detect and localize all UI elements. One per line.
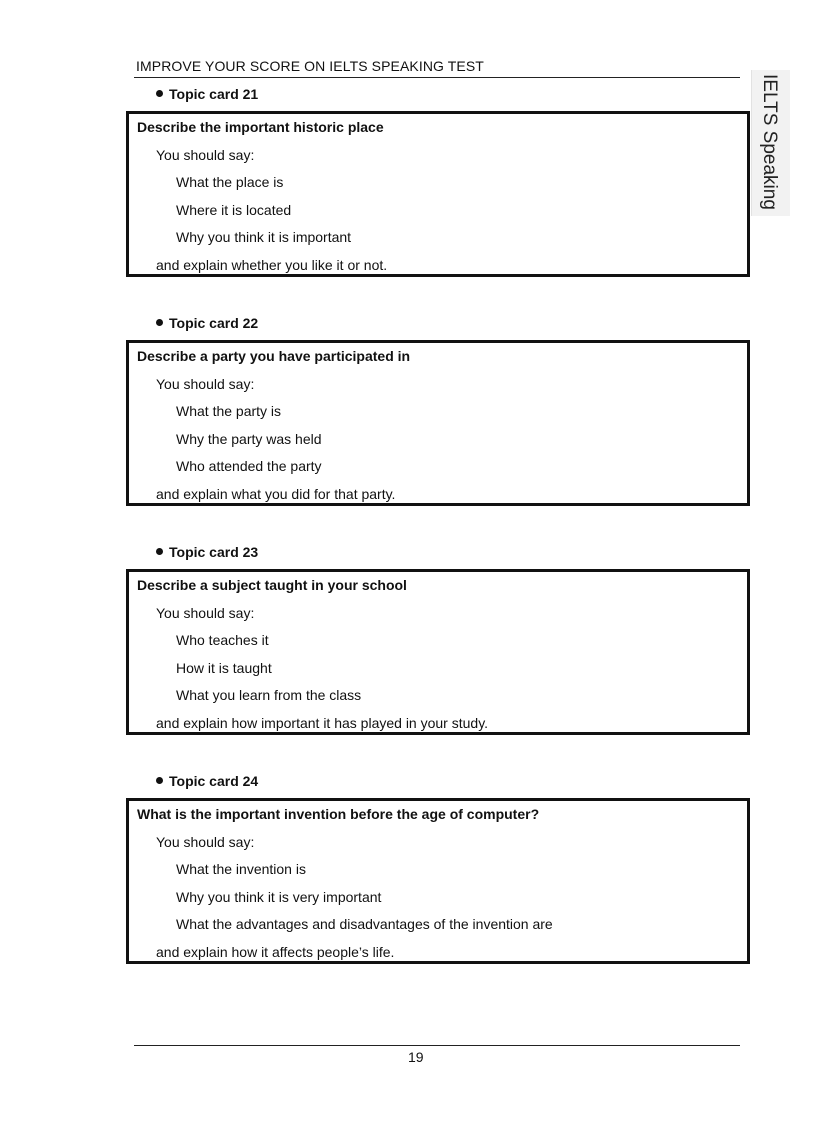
card-closing: and explain whether you like it or not. <box>156 257 388 273</box>
bullet-icon <box>156 548 163 555</box>
card-heading: Describe the important historic place <box>137 119 384 135</box>
card-point: Where it is located <box>176 202 292 218</box>
card-point: Why the party was held <box>176 431 322 447</box>
card-closing: and explain what you did for that party. <box>156 486 396 502</box>
bullet-icon <box>156 90 163 97</box>
card-point: What you learn from the class <box>176 687 362 703</box>
topic-card-24-box <box>126 798 750 964</box>
card-point: How it is taught <box>176 660 272 676</box>
card-closing: and explain how it affects people’s life. <box>156 944 395 960</box>
card-heading: What is the important invention before the age of computer? <box>137 806 540 822</box>
card-point: What the place is <box>176 174 284 190</box>
card-intro: You should say: <box>156 147 255 163</box>
card-point: Who attended the party <box>176 458 322 474</box>
card-intro: You should say: <box>156 834 255 850</box>
topic-card-21-box <box>126 111 750 277</box>
card-heading: Describe a party you have participated in <box>137 348 411 364</box>
card-point: Why you think it is important <box>176 229 352 245</box>
card-closing: and explain how important it has played in your study. <box>156 715 489 731</box>
bullet-icon <box>156 777 163 784</box>
card-intro: You should say: <box>156 376 255 392</box>
topic-card-22-title: Topic card 22 <box>156 315 258 331</box>
card-point: What the advantages and disadvantages of the invention are <box>176 916 553 932</box>
card-point: What the invention is <box>176 861 306 877</box>
card-intro: You should say: <box>156 605 255 621</box>
page-header-title: IMPROVE YOUR SCORE ON IELTS SPEAKING TEST <box>136 58 484 74</box>
header-divider <box>134 77 740 78</box>
card-heading: Describe a subject taught in your school <box>137 577 407 593</box>
topic-card-22-box <box>126 340 750 506</box>
bullet-icon <box>156 319 163 326</box>
card-point: Who teaches it <box>176 632 269 648</box>
card-point: What the party is <box>176 403 282 419</box>
footer-divider <box>134 1045 740 1046</box>
card-point: Why you think it is very important <box>176 889 382 905</box>
topic-card-24-title: Topic card 24 <box>156 773 258 789</box>
page-number: 19 <box>408 1049 424 1065</box>
side-tab-label: IELTS Speaking <box>759 74 780 210</box>
topic-card-21-title: Topic card 21 <box>156 86 258 102</box>
topic-card-23-title: Topic card 23 <box>156 544 258 560</box>
topic-card-23-box <box>126 569 750 735</box>
